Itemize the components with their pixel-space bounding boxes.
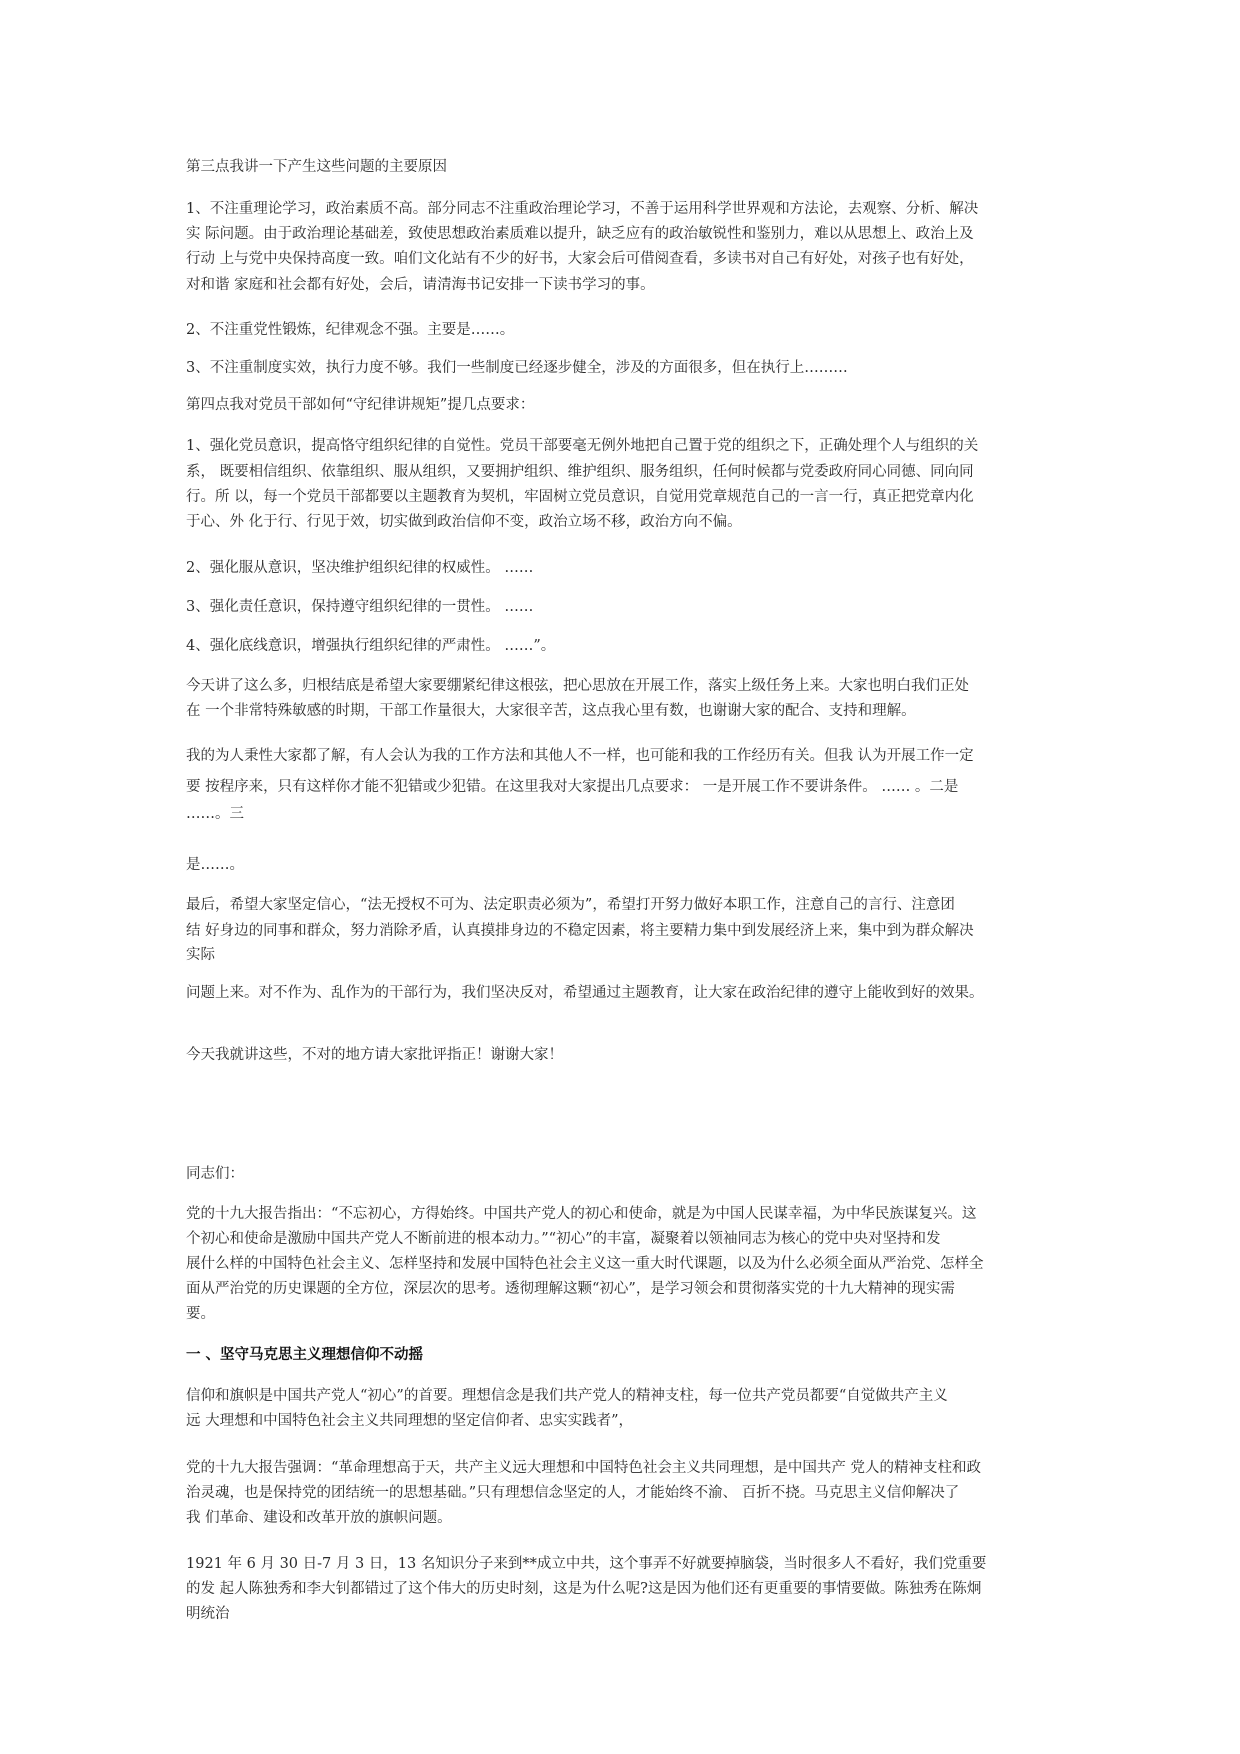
text-line: 最后，希望大家坚定信心，“法无授权不可为、法定职责必须为”，希望打开努力做好本职工作，注意自己的言行、注意团 (186, 897, 955, 913)
text-line: 1、不注重理论学习，政治素质不高。部分同志不注重政治理论学习，不善于运用科学世界观和方法论，去观察、分析、解决 (186, 201, 979, 217)
text-line: 信仰和旗帜是中国共产党人“初心”的首要。理想信念是我们共产党人的精神支柱，每一位共产党员都要“自觉做共产主义 (186, 1388, 948, 1404)
text-line: 今天讲了这么多，归根结底是希望大家要绷紧纪律这根弦，把心思放在开展工作，落实上级任务上来。大家也明白我们正处 (186, 678, 969, 694)
text-line: 要。 (186, 1306, 215, 1322)
text-line: ……。三 (186, 806, 244, 822)
text-line: 明统治 (186, 1606, 230, 1622)
text-line: 第三点我讲一下产生这些问题的主要原因 (186, 159, 447, 175)
text-line: 在 一个非常特殊敏感的时期，干部工作量很大，大家很辛苦，这点我心里有数，也谢谢大家的配合、支持和理解。 (186, 703, 916, 719)
text-line: 1、强化党员意识，提高恪守组织纪律的自觉性。党员干部要毫无例外地把自己置于党的组织之下，正确处理个人与组织的关 (186, 438, 979, 454)
text-line: 远 大理想和中国特色社会主义共同理想的坚定信仰者、忠实实践者”， (186, 1413, 634, 1429)
text-line: 党的十九大报告指出：“不忘初心，方得始终。中国共产党人的初心和使命，就是为中国人民谋幸福，为中华民族谋复兴。这 (186, 1206, 977, 1222)
text-line: 我的为人秉性大家都了解，有人会认为我的工作方法和其他人不一样，也可能和我的工作经历有关。但我 认为开展工作一定 (186, 748, 974, 764)
text-line: 第四点我对党员干部如何“守纪律讲规矩”提几点要求： (186, 397, 535, 413)
text-line: 行动 上与党中央保持高度一致。咱们文化站有不少的好书，大家会后可借阅查看，多读书对自己有好处，对孩子也有好处， (186, 251, 974, 267)
text-line: 系， 既要相信组织、依靠组织、服从组织，又要拥护组织、维护组织、服务组织，任何时候都与党委政府同心同德、同向同 (186, 464, 974, 480)
section-heading: 一 、坚守马克思主义理想信仰不动摇 (186, 1347, 424, 1363)
text-line: 的发 起人陈独秀和李大钊都错过了这个伟大的历史时刻，这是为什么呢?这是因为他们还有更重要的事情要做。陈独秀在陈炯 (186, 1581, 982, 1597)
text-line: 治灵魂，也是保持党的团结统一的思想基础。”只有理想信念坚定的人，才能始终不渝、 百折不挠。马克思主义信仰解决了 (186, 1485, 960, 1501)
text-line: 2、不注重党性锻炼，纪律观念不强。主要是……。 (186, 322, 515, 338)
text-line: 实 际问题。由于政治理论基础差，致使思想政治素质难以提升，缺乏应有的政治敏锐性和鉴别力，难以从思想上、政治上及 (186, 226, 974, 242)
text-line: 结 好身边的同事和群众，努力消除矛盾，认真摸排身边的不稳定因素，将主要精力集中到发展经济上来，集中到为群众解决 (186, 923, 974, 939)
text-line: 要 按程序来，只有这样你才能不犯错或少犯错。在这里我对大家提出几点要求： 一是开展工作不要讲条件。 …… 。二是 (186, 779, 959, 795)
text-line: 2、强化服从意识，坚决维护组织纪律的权威性。 …… (186, 560, 534, 576)
text-line: 对和谐 家庭和社会都有好处，会后，请清海书记安排一下读书学习的事。 (186, 277, 655, 293)
text-line: 同志们： (186, 1166, 244, 1182)
text-line: 问题上来。对不作为、乱作为的干部行为，我们坚决反对，希望通过主题教育，让大家在政治纪律的遵守上能收到好的效果。 (186, 985, 984, 1001)
text-line: 4、强化底线意识，增强执行组织纪律的严肃性。 ……”。 (186, 638, 556, 654)
text-line: 1921 年 6 月 30 日-7 月 3 日，13 名知识分子来到**成立中共，这个事弄不好就要掉脑袋，当时很多人不看好，我们党重要 (186, 1556, 987, 1572)
text-line: 今天我就讲这些，不对的地方请大家批评指正！谢谢大家！ (186, 1047, 563, 1063)
text-line: 展什么样的中国特色社会主义、怎样坚持和发展中国特色社会主义这一重大时代课题，以及为什么必须全面从严治党、怎样全 (186, 1256, 984, 1272)
text-line: 3、强化责任意识，保持遵守组织纪律的一贯性。 …… (186, 599, 534, 615)
text-line: 我 们革命、建设和改革开放的旗帜问题。 (186, 1510, 452, 1526)
text-line: 党的十九大报告强调：“革命理想高于天，共产主义远大理想和中国特色社会主义共同理想，是中国共产 党人的精神支柱和政 (186, 1460, 982, 1476)
text-line: 3、不注重制度实效，执行力度不够。我们一些制度已经逐步健全，涉及的方面很多，但在执行上……… (186, 360, 848, 376)
text-line: 行。所 以，每一个党员干部都要以主题教育为契机，牢固树立党员意识，自觉用党章规范自己的一言一行，真正把党章内化 (186, 489, 974, 505)
text-line: 是……。 (186, 857, 244, 873)
text-line: 面从严治党的历史课题的全方位，深层次的思考。透彻理解这颗“初心”，是学习领会和贯彻落实党的十九大精神的现实需 (186, 1281, 955, 1297)
text-line: 实际 (186, 947, 215, 963)
text-line: 个初心和使命是激励中国共产党人不断前进的根本动力。”“初心”的丰富，凝聚着以领袖同志为核心的党中央对坚持和发 (186, 1231, 941, 1247)
text-line: 于心、外 化于行、行见于效，切实做到政治信仰不变，政治立场不移，政治方向不偏。 (186, 514, 742, 530)
